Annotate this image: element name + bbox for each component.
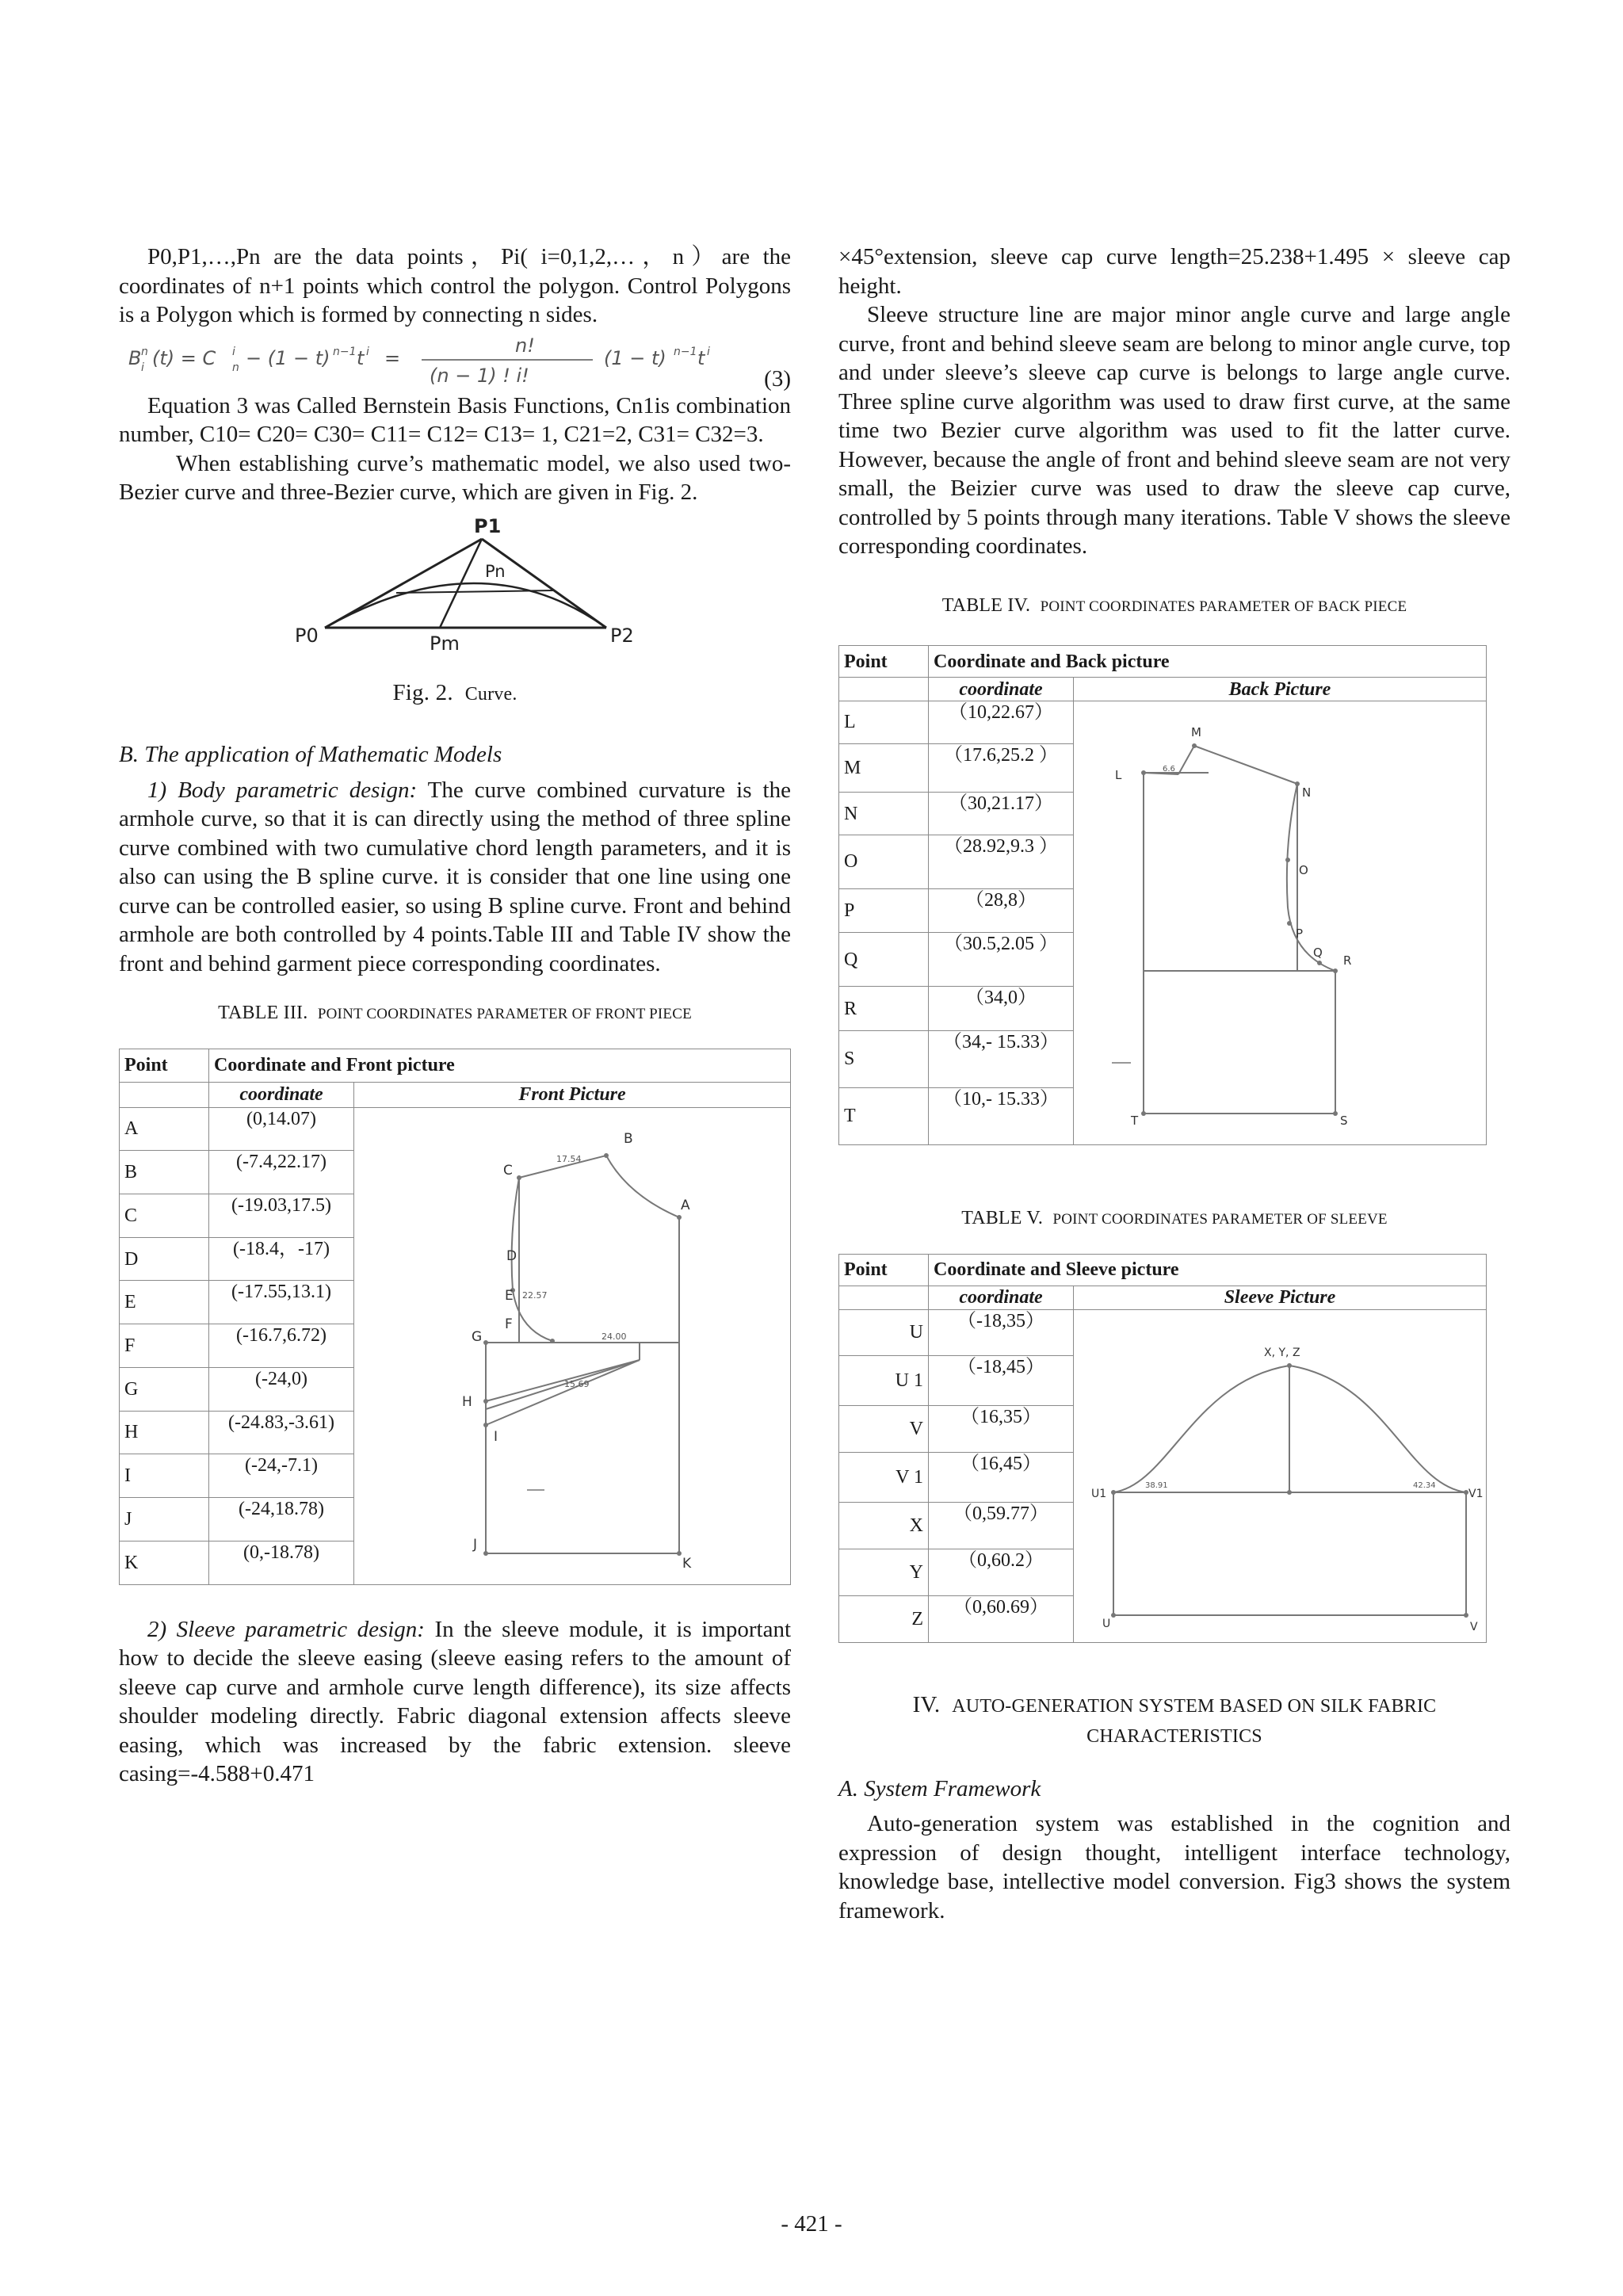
front-label-a: A	[681, 1197, 690, 1213]
front-measure-1: 17.54	[556, 1153, 582, 1164]
front-label-e: E	[505, 1287, 514, 1304]
table4-point: N	[839, 793, 929, 835]
fig2-caption	[119, 678, 791, 709]
table3-coord: (-16.7,6.72)	[209, 1324, 354, 1368]
table3-point: H	[120, 1411, 209, 1454]
table4-point: O	[839, 835, 929, 888]
fig2-curve	[119, 515, 791, 674]
front-label-g: G	[472, 1328, 483, 1345]
table5	[838, 1254, 1487, 1643]
front-label-i: I	[494, 1428, 498, 1445]
sleeve-label-u: U	[1102, 1617, 1111, 1630]
table5-point: U	[839, 1309, 929, 1356]
table5-coord: （0,60.2）	[929, 1549, 1074, 1596]
bernstein-equation	[119, 330, 791, 392]
table5-head-point: Point	[839, 1254, 929, 1286]
table3-coord: (-24,18.78)	[209, 1497, 354, 1541]
back-label-q: Q	[1313, 946, 1323, 960]
sleeve-label-u1: U1	[1091, 1487, 1107, 1500]
back-label-o: O	[1299, 863, 1308, 877]
table5-caption-lead: TABLE V.	[961, 1208, 1044, 1228]
front-picture-cell	[354, 1107, 791, 1584]
svg-text:n−1: n−1	[333, 345, 357, 358]
table5-coord: （0,59.77）	[929, 1503, 1074, 1549]
table5-caption	[838, 1204, 1510, 1235]
table3-coord: (0,14.07)	[209, 1107, 354, 1151]
table4-coord: （10,- 15.33）	[929, 1087, 1074, 1144]
sleeve-picture	[1074, 1310, 1484, 1637]
table3-head-main: Coordinate and Front picture	[209, 1049, 791, 1082]
svg-text:i: i	[366, 345, 369, 358]
table4-head-point: Point	[839, 646, 929, 678]
sleeve-structure-paragraph: Sleeve structure line are major minor angle curve and large angle curve, front and behind sleeve seam are belong to minor angle curve, top and under sleeve’s sleeve cap curve is belongs to large angle curve. Three spline curve algorithm was used to draw first curve, at the same time two Bezier curve algorithm was used to fit the latter curve. However, because the angle of front and behind sleeve seam are not very small, the Beizier curve was used to draw the sleeve cap curve, controlled by 5 points through many iterations. Table V shows the sleeve corresponding coordinates.	[838, 302, 1510, 559]
sleeve-label-xyz: X, Y, Z	[1264, 1346, 1300, 1359]
table5-head-main: Coordinate and Sleeve picture	[929, 1254, 1487, 1286]
fig2-label-p2: P2	[610, 624, 634, 647]
table3	[119, 1049, 791, 1585]
back-label-m: M	[1191, 725, 1201, 739]
table3-point: F	[120, 1324, 209, 1368]
left-column	[119, 243, 791, 1789]
back-picture	[1074, 701, 1478, 1139]
svg-text:t: t	[357, 346, 365, 369]
table3-point: J	[120, 1497, 209, 1541]
table4-coord: （34,- 15.33）	[929, 1030, 1074, 1087]
table4-sub-coord: coordinate	[929, 678, 1074, 701]
back-label-n: N	[1302, 785, 1312, 800]
fig2-label-pm: Pm	[430, 632, 460, 655]
back-label-t: T	[1131, 1114, 1139, 1128]
fig2-caption-text: Curve.	[464, 683, 517, 705]
sleeve-design-text: In the sleeve module, it is important how to decide the sleeve easing (sleeve easing refers to the amount of sleeve cap curve and armhole curve length difference), its size affects shoulder modeling directly. Fabric diagonal extension affects sleeve easing, which was increased by the fabric extension. sleeve casing=-4.588+0.471	[119, 1616, 792, 1786]
section-a-heading: A. System Framework	[838, 1775, 1041, 1801]
section-iv-heading	[838, 1690, 1510, 1751]
svg-text:i: i	[707, 345, 710, 358]
table3-head-point: Point	[120, 1049, 209, 1082]
table3-coord: (-24,0)	[209, 1367, 354, 1411]
sleeve-measure-2: 42.34	[1413, 1480, 1436, 1490]
table4-caption	[838, 591, 1510, 622]
table4-caption-body: POINT COORDINATES PARAMETER OF BACK PIECE	[1040, 598, 1407, 615]
front-label-k: K	[682, 1555, 692, 1572]
front-label-c: C	[503, 1162, 513, 1179]
table5-point: V	[839, 1406, 929, 1453]
table4-coord: （28.92,9.3 ）	[929, 835, 1074, 888]
table3-point: A	[120, 1107, 209, 1151]
table3-coord: (0,-18.78)	[209, 1541, 354, 1584]
table4-point: M	[839, 743, 929, 793]
table4-point: L	[839, 701, 929, 744]
right-column	[838, 243, 1510, 1925]
table4-coord: （10,22.67）	[929, 701, 1074, 744]
table3-sub-pic: Front Picture	[354, 1082, 791, 1107]
table5-coord: （16,45）	[929, 1453, 1074, 1503]
section-iv-title: AUTO-GENERATION SYSTEM BASED ON SILK FABRIC CHARACTERISTICS	[952, 1695, 1437, 1747]
table3-coord: (-19.03,17.5)	[209, 1194, 354, 1237]
bernstein-paragraph: Equation 3 was Called Bernstein Basis Functions, Cn1is combination number, C10= C20= C30= C11= C12= C13= 1, C21=2, C31= C32=3.	[119, 392, 791, 447]
body-design-title: 1) Body parametric design:	[147, 777, 418, 803]
back-label-p: P	[1296, 926, 1304, 941]
table4-sub-pic: Back Picture	[1074, 678, 1487, 701]
table4-point: P	[839, 888, 929, 933]
table3-coord: (-24,-7.1)	[209, 1454, 354, 1498]
sleeve-picture-cell	[1074, 1309, 1487, 1642]
table3-point: C	[120, 1194, 209, 1237]
front-label-f: F	[505, 1316, 513, 1332]
table4-point: R	[839, 987, 929, 1031]
back-label-l: L	[1115, 768, 1122, 782]
table4-point: T	[839, 1087, 929, 1144]
table3-coord: (-24.83,-3.61)	[209, 1411, 354, 1454]
table3-point: G	[120, 1367, 209, 1411]
table3-coord: (-7.4,22.17)	[209, 1151, 354, 1194]
table5-point: V 1	[839, 1453, 929, 1503]
svg-text:n−1: n−1	[674, 345, 697, 358]
table3-caption-lead: TABLE III.	[218, 1003, 308, 1023]
table5-coord: （-18,35）	[929, 1309, 1074, 1356]
body-design-paragraph	[119, 776, 791, 979]
table5-point: U 1	[839, 1356, 929, 1406]
table3-point: K	[120, 1541, 209, 1584]
table3-caption-body: POINT COORDINATES PARAMETER OF FRONT PIECE	[317, 1006, 692, 1022]
fig2-label-p1: P1	[474, 514, 502, 537]
fig2-label-pn: Pn	[485, 561, 506, 581]
front-label-h: H	[462, 1393, 472, 1410]
front-measure-2: 22.57	[522, 1289, 548, 1301]
table4-coord: （17.6,25.2 ）	[929, 743, 1074, 793]
svg-text:(1 − t): (1 − t)	[604, 346, 666, 369]
equation-number: (3)	[764, 365, 791, 392]
table4-head-main: Coordinate and Back picture	[929, 646, 1487, 678]
svg-text:(n − 1) ! i!: (n − 1) ! i!	[430, 364, 529, 387]
table4-caption-lead: TABLE IV.	[941, 594, 1031, 616]
page-number: - 421 -	[781, 2211, 842, 2237]
table5-sub-pic: Sleeve Picture	[1074, 1286, 1487, 1309]
front-label-d: D	[506, 1247, 517, 1264]
sleeve-label-v1: V1	[1468, 1487, 1484, 1500]
table4-coord: （34,0）	[929, 987, 1074, 1031]
back-label-r: R	[1343, 953, 1352, 968]
table5-coord: （-18,45）	[929, 1356, 1074, 1406]
intro-paragraph: P0,P1,…,Pn are the data points，Pi( i=0,1,2,…，n）are the coordinates of n+1 points which control the polygon. Control Polygons is a Polygon which is formed by connecting n sides.	[119, 244, 791, 327]
svg-text:n: n	[232, 361, 239, 374]
table3-point: D	[120, 1237, 209, 1281]
table5-coord: （16,35）	[929, 1406, 1074, 1453]
back-measure-1: 6.6	[1163, 765, 1175, 774]
back-picture-cell	[1074, 701, 1487, 1145]
equation-graphic	[119, 330, 791, 392]
table4-coord: （28,8）	[929, 888, 1074, 933]
svg-text:− (1 − t): − (1 − t)	[246, 346, 330, 369]
svg-text:n!: n!	[515, 334, 535, 357]
front-label-j: J	[473, 1536, 478, 1553]
table5-point: X	[839, 1503, 929, 1549]
system-framework-paragraph: Auto-generation system was established in the cognition and expression of design thought, intelligent interface technology, knowledge base, intellective model conversion. Fig3 shows the system framework.	[838, 1811, 1510, 1924]
body-design-text: The curve combined curvature is the armhole curve, so that it is can directly using the method of three spline curve combined with two cumulative chord length parameters, and it is also can using the B spline curve. it is consider that one line using one curve can be controlled easier, so using B spline curve. Front and behind armhole are both controlled by 4 points.Table III and Table IV show the front and behind garment piece corresponding coordinates.	[119, 777, 791, 976]
table5-coord: （0,60.69）	[929, 1595, 1074, 1642]
table5-caption-body: POINT COORDINATES PARAMETER OF SLEEVE	[1052, 1211, 1388, 1228]
fig2-caption-num: Fig. 2.	[392, 679, 453, 705]
sleeve-measure-1: 38.91	[1145, 1480, 1168, 1490]
table5-point: Z	[839, 1595, 929, 1642]
table3-caption	[119, 999, 791, 1030]
table3-point: E	[120, 1281, 209, 1324]
front-label-b: B	[624, 1130, 633, 1147]
table3-coord: (-17.55,13.1)	[209, 1281, 354, 1324]
svg-text:i: i	[232, 345, 235, 358]
table3-point: I	[120, 1454, 209, 1498]
sleeve-design-title: 2) Sleeve parametric design:	[147, 1616, 425, 1642]
front-measure-4: 15.69	[564, 1378, 590, 1389]
svg-text:i: i	[141, 361, 144, 374]
section-iv-num: IV.	[912, 1691, 941, 1717]
svg-text:t: t	[697, 346, 705, 369]
table4-point: S	[839, 1030, 929, 1087]
table4-point: Q	[839, 933, 929, 987]
table3-sub-coord: coordinate	[209, 1082, 354, 1107]
front-measure-3: 24.00	[601, 1331, 627, 1342]
table4-coord: （30.5,2.05 ）	[929, 933, 1074, 987]
front-picture	[354, 1108, 758, 1579]
table5-sub-coord: coordinate	[929, 1286, 1074, 1309]
table4-coord: （30,21.17）	[929, 793, 1074, 835]
back-label-s: S	[1340, 1114, 1348, 1128]
svg-text:B: B	[128, 346, 142, 369]
sleeve-design-paragraph	[119, 1615, 791, 1789]
sleeve-cap-paragraph: ×45°extension, sleeve cap curve length=25.238+1.495 × sleeve cap height.	[838, 244, 1510, 299]
bezier-paragraph: When establishing curve’s mathematic model, we also used two-Bezier curve and three-Bezier curve, which are given in Fig. 2.	[119, 450, 791, 505]
sleeve-label-v: V	[1470, 1620, 1478, 1633]
svg-text:=: =	[384, 346, 401, 369]
svg-text:(t) = C: (t) = C	[152, 346, 216, 369]
table3-point: B	[120, 1151, 209, 1194]
fig2-label-p0: P0	[295, 624, 319, 647]
table5-point: Y	[839, 1549, 929, 1596]
section-b-heading: B. The application of Mathematic Models	[119, 742, 502, 767]
table4	[838, 645, 1487, 1145]
table3-coord: (-18.4，-17)	[209, 1237, 354, 1281]
svg-text:n: n	[141, 345, 148, 358]
